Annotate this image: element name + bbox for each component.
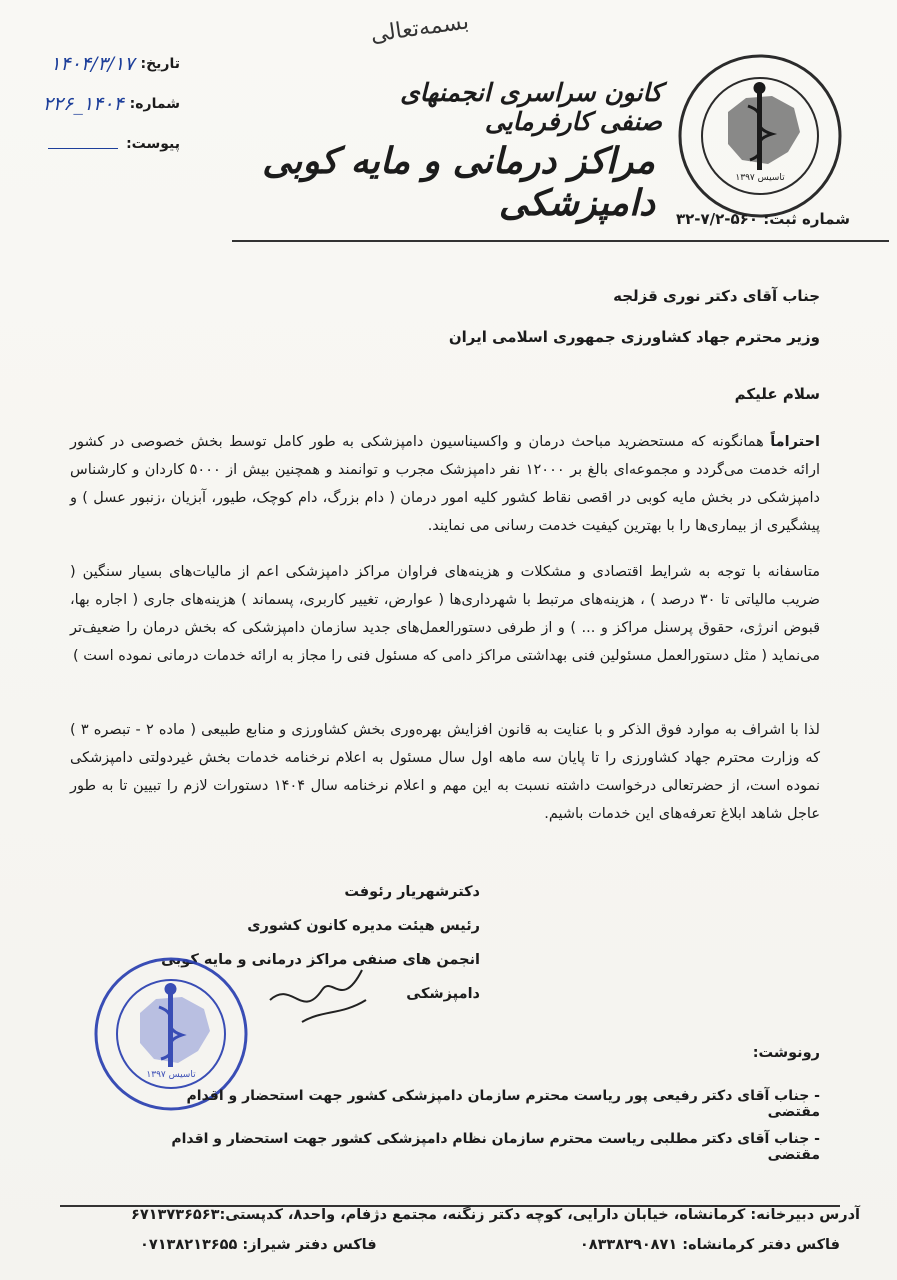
- footer-address: آدرس دبیرخانه: کرمانشاه، خیابان دارایی، کوچه دکتر زنگنه، مجتمع دژفام، واحد۸، کدپستی:۶۷۱۳۷۳۶۵۶۳: [130, 1207, 860, 1223]
- letter-meta: [10, 44, 180, 164]
- handwritten-signature: [262, 960, 372, 1030]
- bismillah-calligraphy: بسمه‌تعالی: [369, 9, 471, 48]
- signer-name: دکترشهریار رئوفت: [344, 884, 480, 900]
- registration-number: شماره ثبت: ۵۶۰-۷/۲-۳۲: [675, 210, 850, 228]
- number-label: شماره:: [129, 96, 180, 112]
- attachment-blank-line: [48, 140, 118, 149]
- date-label: تاریخ:: [140, 56, 180, 72]
- attachment-row: [10, 124, 180, 164]
- fax-kermanshah: فاکس دفتر کرمانشاه: ۰۸۳۳۸۳۹۰۸۷۱: [579, 1237, 840, 1253]
- paragraph-3: لذا با اشراف به موارد فوق الذکر و با عنایت به قانون افزایش بهره‌وری بخش کشاورزی و منابع طبیعی ( ماده ۲ - تبصره ۳ ) که وزارت محترم جهاد کشاورزی را تا پایان سه ماهه اول سال مسئول به اعلام نرخنامه خدمات بخش غیردولتی دامپزشکی نموده است، از حضرتعالی درخواست داشته نسبت به این مهم و اعلام نرخنامه سال ۱۴۰۴ دستورات لازم را تبیین تا به طور عاجل شاهد ابلاغ تعرفه‌های این خدمات باشیم.: [70, 722, 820, 822]
- paragraph-1-body: همانگونه که مستحضرید مباحث درمان و واکسیناسیون دامپزشکی به طور کامل توسط بخش خصوصی در کشور ارائه خدمت می‌گردد و مجموعه‌ای بالغ بر ۱۲۰۰۰ نفر دامپزشک مجرب و توانمند و همچنین بیش از ۵۰۰۰ کاردان و کارشناس دامپزشکی در بخش مایه کوبی در اقصی نقاط کشور کلیه امور درمان ( دام بزرگ، دام کوچک، طیور، آبزیان ،زنبور عسل ) و پیشگیری از بیماری‌ها را با بهترین کیفیت خدمت رسانی می نمایند.: [70, 434, 820, 534]
- date-row: [10, 44, 180, 84]
- org-name-line1: کانون سراسری انجمنهای صنفی کارفرمایی: [400, 78, 662, 136]
- stamp-founded-text: تاسیس ۱۳۹۷: [146, 1070, 196, 1080]
- copy-recipient-2: - جناب آقای دکتر مطلبی ریاست محترم سازمان نظام دامپزشکی کشور جهت استحضار و اقدام مقتضی: [171, 1131, 820, 1163]
- fax-shiraz: فاکس دفتر شیراز: ۰۷۱۳۸۲۱۳۶۵۵: [140, 1237, 377, 1253]
- attachment-label: پیوست:: [126, 136, 180, 152]
- addressee-name: جناب آقای دکتر نوری قزلجه: [613, 287, 820, 305]
- addressee-title: وزیر محترم جهاد کشاورزی جمهوری اسلامی ایران: [448, 328, 820, 346]
- copies-label: رونوشت:: [752, 1045, 820, 1061]
- signer-title-2: انجمن های صنفی مراکز درمانی و مایه کوبی دامپزشکی: [161, 952, 480, 1002]
- paragraph-1: [70, 428, 820, 540]
- paragraph-2: متاسفانه با توجه به شرایط اقتصادی و مشکلات و هزینه‌های فراوان مراکز دامپزشکی اعم از مالیات‌های بسیار سنگین ( ضریب مالیاتی تا ۳۰ درصد ) ، هزینه‌های مرتبط با شهرداری‌ها ( عوارض، تغییر کاربری، پسماند ) هزینه‌های جاری ( اجاره بها، قبوض انرژی، حقوق پرسنل مراکز و ... ) و از طرفی دستورالعمل‌های جدید سازمان دامپزشکی که بخش درمان را ضعیف‌تر می‌نماید ( مثل دستورالعمل مسئولین فنی بهداشتی مراکز دامی که مسئول فنی را مجاز به ارائه خدمات درمانی نموده است ): [70, 564, 820, 664]
- association-seal-top: [676, 52, 844, 220]
- date-value: ۱۴۰۴/۳/۱۷: [50, 53, 135, 75]
- number-value: ۱۴۰۴_۲۲۶: [42, 93, 124, 115]
- footer-fax-row: [140, 1237, 840, 1253]
- org-name-line2: مراکز درمانی و مایه کوبی دامپزشکی: [262, 140, 655, 224]
- header-divider: [232, 240, 889, 242]
- greeting: سلام علیکم: [734, 385, 820, 403]
- signer-title-1: رئیس هیئت مدیره کانون کشوری: [247, 918, 480, 934]
- copy-recipient-1: - جناب آقای دکتر رفیعی پور ریاست محترم سازمان دامپزشکی کشور جهت استحضار و اقدام مقتضی: [186, 1088, 820, 1120]
- paragraph-1-lead: احتراماً: [770, 434, 820, 450]
- seal-founded-text: تاسیس ۱۳۹۷: [735, 173, 785, 183]
- number-row: [10, 84, 180, 124]
